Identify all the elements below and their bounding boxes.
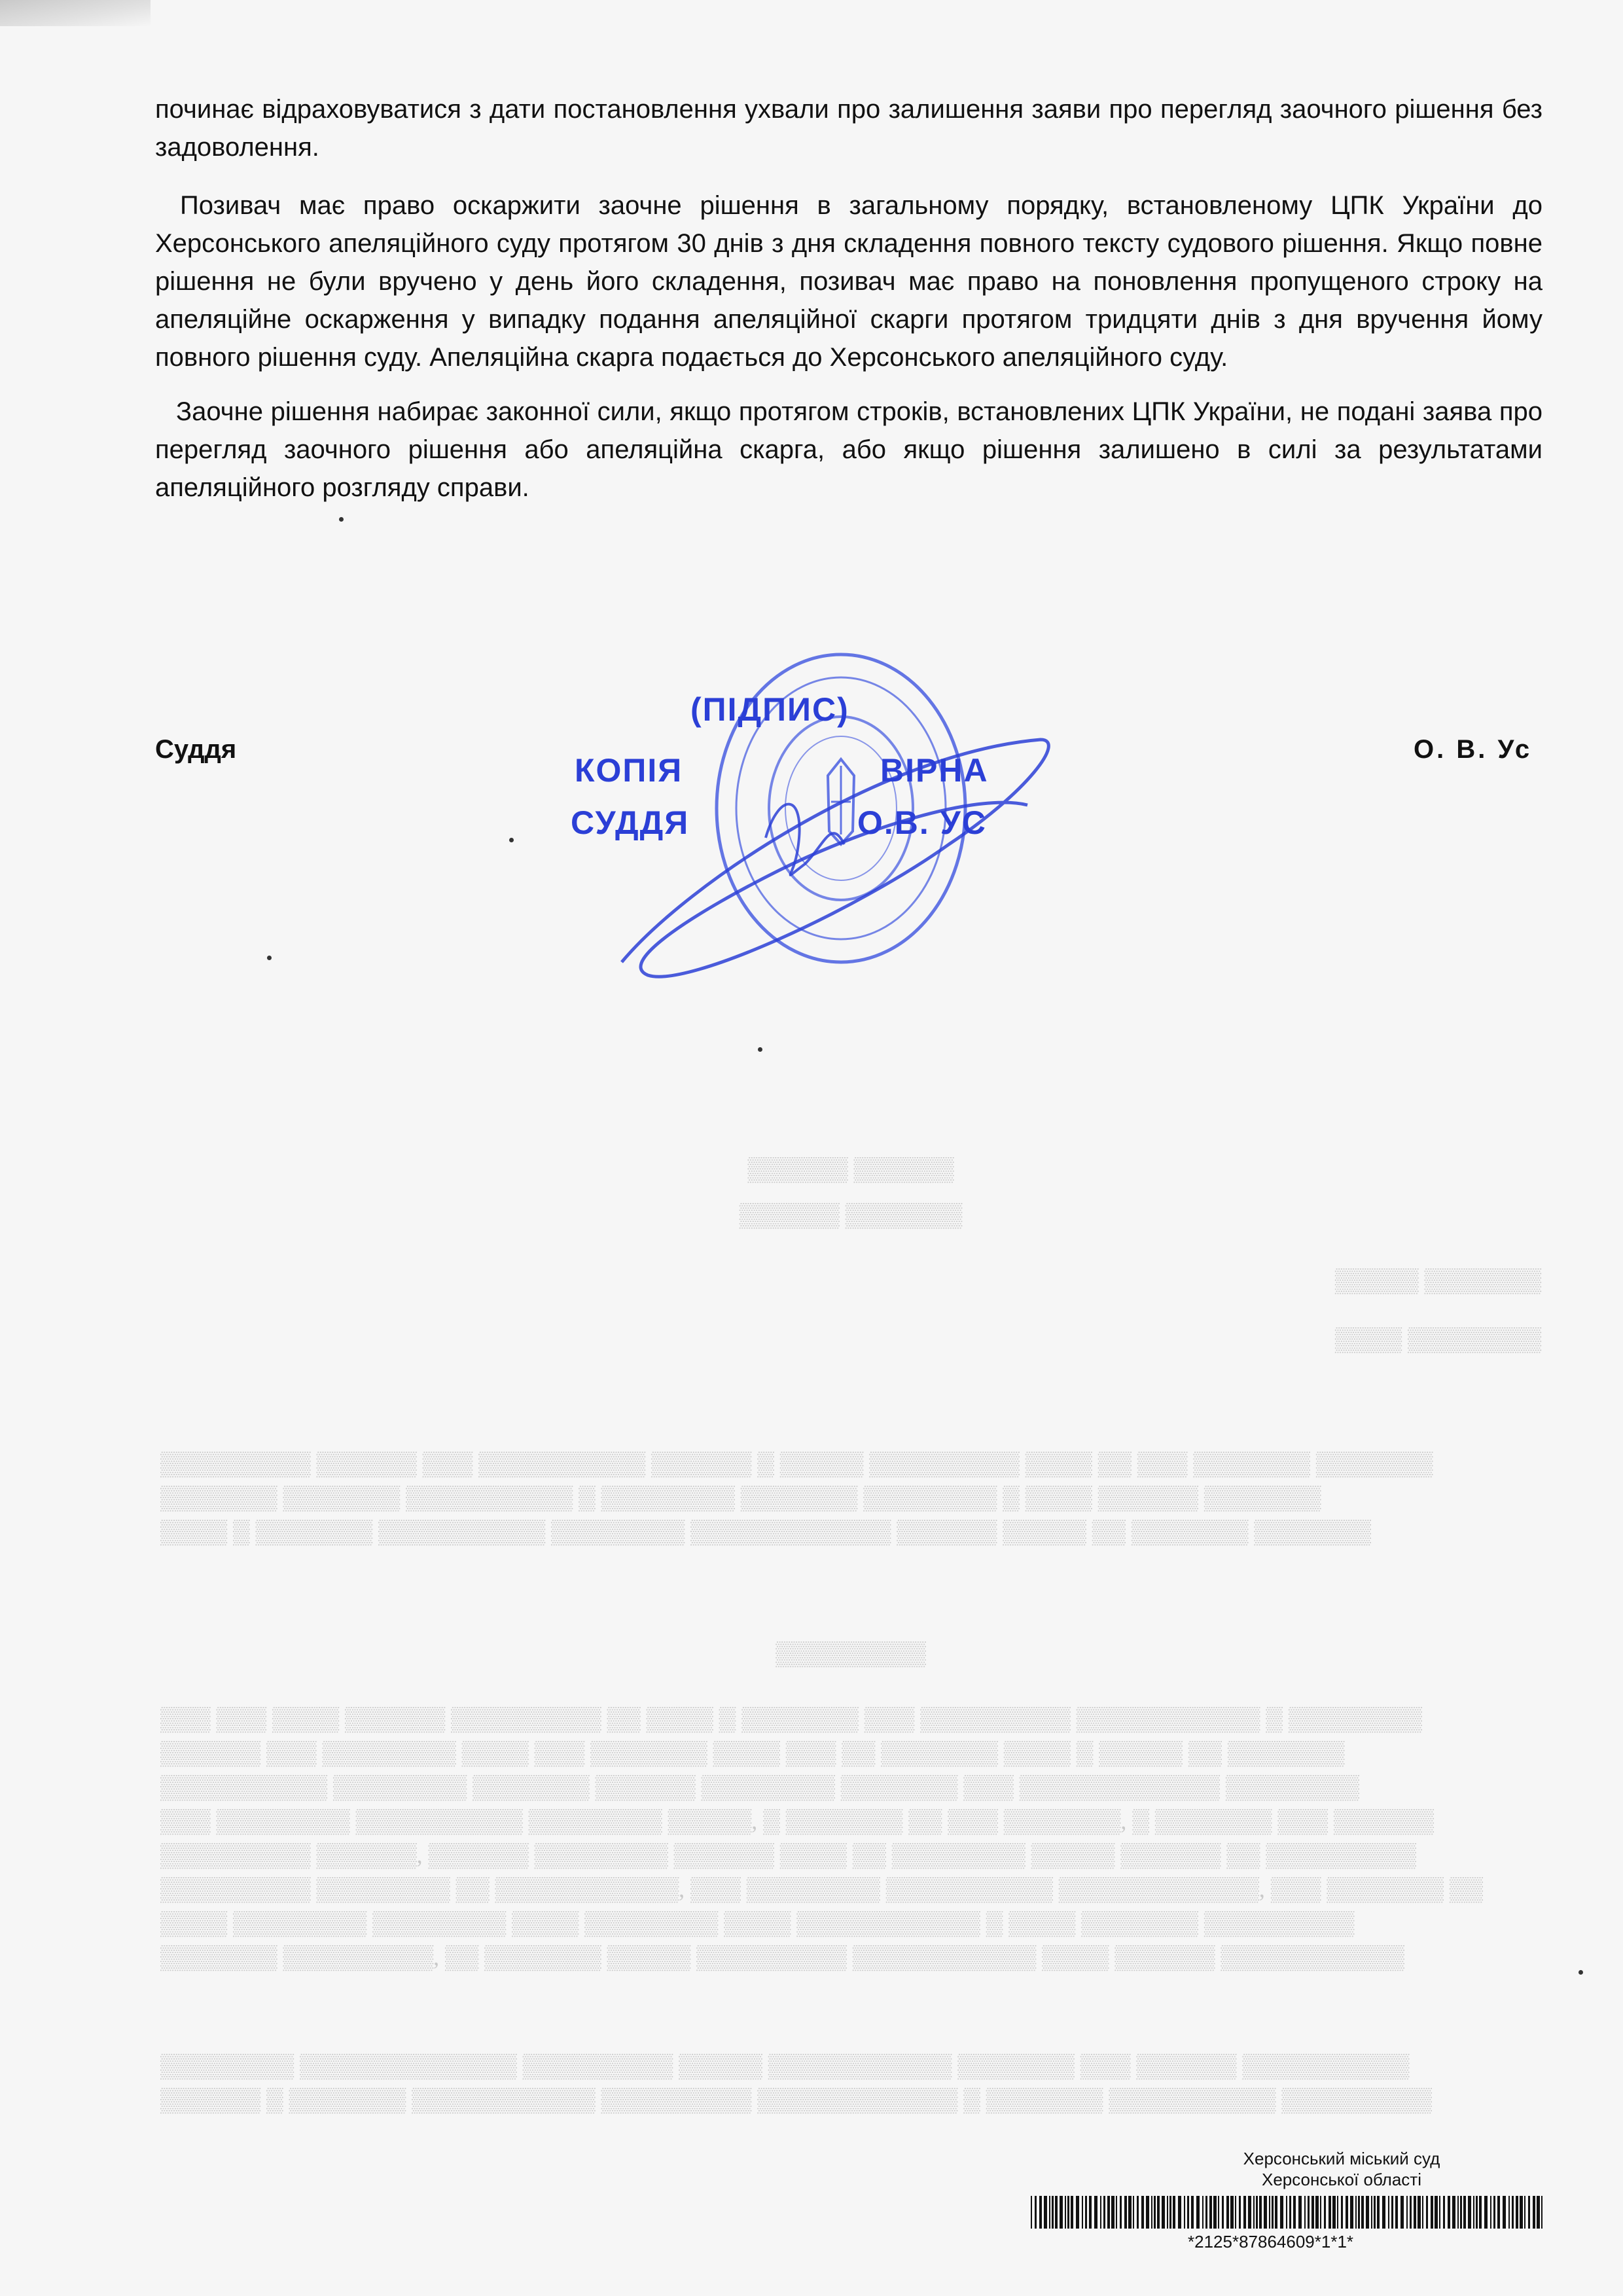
barcode-bar bbox=[1490, 2196, 1491, 2229]
barcode-bar bbox=[1065, 2196, 1066, 2229]
scan-speck bbox=[267, 956, 272, 960]
barcode-bar bbox=[1358, 2196, 1360, 2229]
barcode-bar bbox=[1524, 2196, 1525, 2229]
barcode-bar bbox=[1157, 2196, 1160, 2229]
barcode-bar bbox=[1463, 2196, 1466, 2229]
barcode-bar bbox=[1243, 2196, 1246, 2229]
barcode-bar bbox=[1248, 2196, 1251, 2229]
barcode-bar bbox=[1332, 2196, 1336, 2229]
footer-court-name bbox=[1178, 2148, 1505, 2190]
scan-speck bbox=[339, 517, 344, 522]
barcode-bar bbox=[1256, 2196, 1258, 2229]
barcode-bar bbox=[1230, 2196, 1234, 2229]
barcode-bar bbox=[1269, 2196, 1270, 2229]
barcode-bar bbox=[1479, 2196, 1482, 2229]
barcode-bar bbox=[1146, 2196, 1149, 2229]
scan-speck bbox=[758, 1047, 762, 1052]
barcode-bar bbox=[1264, 2196, 1267, 2229]
barcode-bar bbox=[1286, 2196, 1287, 2229]
barcode-bar bbox=[1410, 2196, 1412, 2229]
barcode-bar bbox=[1388, 2196, 1389, 2229]
barcode-bar bbox=[1400, 2196, 1404, 2229]
barcode-bar bbox=[1329, 2196, 1331, 2229]
paragraph-appeal-right: Позивач має право оскаржити заочне рішення в загальному порядку, встановленому ЦПК України до Херсонського апеляційного суду протягом 30 днів з дня складення повного тексту судового рішення. Якщо повне рішення не були вручено у день його складення, позивач має право на поновлення пропущеного строку на апеляційне оскарження у випадку подання апеляційної скарги протягом тридцяти днів з дня вручення йому повного рішення суду. Апеляційна скарга подається до Херсонського апеляційного суду. bbox=[155, 191, 1543, 372]
barcode-bar bbox=[1187, 2196, 1189, 2229]
barcode-bar bbox=[1503, 2196, 1506, 2229]
barcode-bar bbox=[1377, 2196, 1380, 2229]
barcode-bar bbox=[1209, 2196, 1212, 2229]
barcode-bar bbox=[1103, 2196, 1105, 2229]
barcode-bar bbox=[1528, 2196, 1530, 2229]
barcode-bar bbox=[1124, 2196, 1127, 2229]
barcode-bar bbox=[1067, 2196, 1069, 2229]
stamp-judge-name: О.В. УС bbox=[857, 804, 987, 841]
barcode-bar bbox=[1169, 2196, 1171, 2229]
barcode-bar bbox=[1391, 2196, 1393, 2229]
barcode-bar bbox=[1202, 2196, 1204, 2229]
barcode-bar bbox=[1337, 2196, 1338, 2229]
barcode-bar bbox=[1304, 2196, 1306, 2229]
scan-speck bbox=[1578, 1970, 1583, 1975]
barcode-bar bbox=[1226, 2196, 1229, 2229]
barcode-bar bbox=[1520, 2196, 1523, 2229]
barcode-bar bbox=[1516, 2196, 1518, 2229]
barcode-bar bbox=[1071, 2196, 1073, 2229]
barcode-bar bbox=[1272, 2196, 1274, 2229]
barcode-bar bbox=[1141, 2196, 1144, 2229]
barcode-bar bbox=[1435, 2196, 1438, 2229]
barcode-bar bbox=[1082, 2196, 1083, 2229]
barcode-bar bbox=[1439, 2196, 1440, 2229]
barcode-bar bbox=[1374, 2196, 1376, 2229]
barcode-bar bbox=[1431, 2196, 1433, 2229]
barcode-bar bbox=[1031, 2196, 1032, 2229]
barcode-bar bbox=[1414, 2196, 1416, 2229]
barcode-bar bbox=[1493, 2196, 1495, 2229]
barcode-bar bbox=[1533, 2196, 1535, 2229]
stamp-copy-word: КОПІЯ bbox=[575, 752, 683, 789]
barcode-bar bbox=[1537, 2196, 1540, 2229]
barcode-bar bbox=[1355, 2196, 1357, 2229]
barcode-bar bbox=[1275, 2196, 1277, 2229]
barcode-bar bbox=[1049, 2196, 1050, 2229]
stamp-true-word: ВІРНА bbox=[880, 752, 989, 789]
barcode-bar bbox=[1035, 2196, 1037, 2229]
barcode-bar bbox=[1162, 2196, 1165, 2229]
barcode-bar bbox=[1484, 2196, 1488, 2229]
paragraph-appeal-period: починає відраховуватися з дати постановлення ухвали про залишення заяви про перегляд заочного рішення без задоволення. bbox=[155, 95, 1543, 162]
barcode-bar bbox=[1094, 2196, 1097, 2229]
barcode-bar bbox=[1324, 2196, 1326, 2229]
barcode-bar bbox=[1151, 2196, 1152, 2229]
barcode-bar bbox=[1213, 2196, 1217, 2229]
barcode-bar bbox=[1222, 2196, 1224, 2229]
barcode-bar bbox=[1418, 2196, 1421, 2229]
barcode-bar bbox=[1133, 2196, 1134, 2229]
barcode-bar bbox=[1443, 2196, 1445, 2229]
barcode-bar bbox=[1218, 2196, 1219, 2229]
barcode-bar bbox=[1120, 2196, 1122, 2229]
barcode-bar bbox=[1116, 2196, 1117, 2229]
barcode-bar bbox=[1239, 2196, 1241, 2229]
barcode-bar bbox=[1395, 2196, 1398, 2229]
stamp-signature-mark: (ПІДПИС) bbox=[690, 691, 849, 728]
barcode-bar bbox=[1173, 2196, 1175, 2229]
barcode-bar bbox=[1476, 2196, 1478, 2229]
barcode-bar bbox=[1184, 2196, 1185, 2229]
barcode-bar bbox=[1346, 2196, 1348, 2229]
barcode-bar bbox=[1293, 2196, 1296, 2229]
barcode-number: *2125*87864609*1*1* bbox=[1188, 2232, 1354, 2251]
barcode-bar bbox=[1052, 2196, 1054, 2229]
barcode-bar bbox=[1508, 2196, 1510, 2229]
paragraph-legal-force: Заочне рішення набирає законної сили, якщо протягом строків, встановлених ЦПК України, не подані заява про перегляд заочного рішення або апеляційна скарга, або якщо рішення залишено в силі за результатами апеляційного розгляду справи. bbox=[155, 397, 1543, 502]
barcode-bar bbox=[1085, 2196, 1087, 2229]
barcode-bar bbox=[1076, 2196, 1079, 2229]
barcode-bar bbox=[1366, 2196, 1369, 2229]
barcode-bar bbox=[1320, 2196, 1321, 2229]
barcode-bar bbox=[1468, 2196, 1471, 2229]
barcode-bar bbox=[1308, 2196, 1310, 2229]
barcode-bar bbox=[1512, 2196, 1514, 2229]
barcode-bar bbox=[1128, 2196, 1132, 2229]
barcode-bar bbox=[1039, 2196, 1042, 2229]
barcode-bar bbox=[1191, 2196, 1194, 2229]
barcode-bar bbox=[1205, 2196, 1207, 2229]
barcode-bar bbox=[1253, 2196, 1255, 2229]
barcode-icon bbox=[1031, 2196, 1548, 2229]
barcode-bar bbox=[1289, 2196, 1291, 2229]
barcode-bar bbox=[1111, 2196, 1115, 2229]
barcode-bar bbox=[1361, 2196, 1364, 2229]
barcode-bar bbox=[1448, 2196, 1450, 2229]
barcode-bar bbox=[1089, 2196, 1092, 2229]
barcode-bar bbox=[1298, 2196, 1302, 2229]
footer-court-line: Херсонської області bbox=[1262, 2170, 1421, 2189]
barcode-bar bbox=[1422, 2196, 1423, 2229]
barcode-bar bbox=[1457, 2196, 1459, 2229]
barcode-bar bbox=[1460, 2196, 1462, 2229]
barcode-bar bbox=[1406, 2196, 1408, 2229]
barcode-bar bbox=[1350, 2196, 1353, 2229]
barcode-bar bbox=[1497, 2196, 1500, 2229]
barcode-bar bbox=[1154, 2196, 1156, 2229]
barcode-bar bbox=[1167, 2196, 1168, 2229]
barcode-bar bbox=[1452, 2196, 1455, 2229]
barcode-bar bbox=[1060, 2196, 1063, 2229]
barcode-bar bbox=[1196, 2196, 1200, 2229]
barcode-bar bbox=[1107, 2196, 1110, 2229]
barcode-bar bbox=[1315, 2196, 1319, 2229]
barcode-bar bbox=[1044, 2196, 1047, 2229]
barcode-bar bbox=[1473, 2196, 1474, 2229]
barcode-bar bbox=[1382, 2196, 1385, 2229]
barcode-bar bbox=[1259, 2196, 1262, 2229]
folded-corner bbox=[0, 0, 151, 26]
barcode-bar bbox=[1371, 2196, 1372, 2229]
footer-court-line: Херсонський міський суд bbox=[1243, 2149, 1440, 2168]
judge-label: Суддя bbox=[155, 735, 237, 764]
barcode-bar bbox=[1100, 2196, 1101, 2229]
barcode-bar bbox=[1137, 2196, 1139, 2229]
barcode-bar bbox=[1311, 2196, 1314, 2229]
judge-name: О. В. Ус bbox=[1414, 735, 1533, 764]
barcode-bar bbox=[1178, 2196, 1181, 2229]
barcode-bar bbox=[1341, 2196, 1343, 2229]
barcode-bar bbox=[1235, 2196, 1236, 2229]
stamp-judge-word: СУДДЯ bbox=[571, 804, 690, 841]
barcode-bar bbox=[1280, 2196, 1283, 2229]
barcode-bar bbox=[1541, 2196, 1543, 2229]
barcode-bar bbox=[1055, 2196, 1058, 2229]
barcode-bar bbox=[1426, 2196, 1428, 2229]
scan-speck bbox=[509, 838, 514, 842]
page: ▒▒▒▒▒▒ ▒▒▒▒▒▒ ▒▒▒▒▒▒ ▒▒▒▒▒▒▒ ▒▒▒▒▒ ▒▒▒▒▒▒▒ ▒▒▒▒ ▒▒▒▒▒▒▒▒ ▒▒▒▒▒▒▒▒▒ ▒▒▒▒▒▒ ▒▒▒ ▒▒▒▒▒▒▒▒▒▒ ▒▒▒▒▒▒ ▒ ▒▒▒▒▒ ▒▒▒▒▒▒▒▒▒ ▒▒▒▒ ▒▒ ▒▒▒ ▒▒▒▒▒▒▒ ▒▒▒▒▒▒▒ ▒▒▒▒▒▒▒ ▒▒▒▒▒▒▒ ▒▒▒▒▒▒▒▒▒▒ ▒ ▒▒▒▒▒▒▒▒ ▒▒▒▒▒▒▒ ▒▒▒▒▒▒▒▒ ▒ ▒▒▒▒ ▒▒▒▒▒▒ ▒▒▒▒▒▒▒ ▒▒▒▒ ▒ ▒▒▒▒▒▒▒ ▒▒▒▒▒▒▒▒▒▒ ▒▒▒▒▒▒▒▒ ▒▒▒▒▒▒▒▒▒▒▒▒ ▒▒▒▒▒▒ ▒▒▒▒▒ ▒▒ ▒▒▒▒▒▒▒ ▒▒▒▒▒▒▒ ▒▒▒▒▒▒▒▒▒ ▒▒▒ ▒▒▒ ▒▒▒▒ ▒▒▒▒▒▒ ▒▒▒▒▒▒▒▒▒ ▒▒ ▒▒▒▒ ▒ ▒▒▒▒▒▒▒ ▒▒▒ ▒▒▒▒▒▒▒▒▒ ▒▒▒▒▒▒▒▒▒▒▒ ▒ ▒▒▒▒▒▒▒▒ ▒▒▒▒▒▒ ▒▒▒ ▒▒▒▒▒▒▒▒ ▒▒▒▒ ▒▒▒ ▒▒▒▒▒▒▒ ▒▒▒▒ ▒▒▒ ▒▒ ▒▒▒▒▒▒▒ ▒▒▒▒ ▒ ▒▒▒▒▒ ▒▒ ▒▒▒▒▒▒▒ ▒▒▒▒▒▒▒▒▒▒ ▒▒▒▒▒▒▒▒ ▒▒▒▒▒▒▒ ▒▒▒▒▒▒ ▒▒▒▒▒▒▒▒ ▒▒▒▒▒▒▒ ▒▒▒ ▒▒▒▒▒▒▒▒▒▒▒▒ ▒▒▒▒▒▒▒▒ ▒▒▒ ▒▒▒▒▒▒▒▒ ▒▒▒▒▒▒▒▒▒▒ ▒▒▒▒▒▒▒▒ ▒▒▒▒▒, ▒ ▒▒▒▒▒▒▒ ▒▒ ▒▒▒ ▒▒▒▒▒▒▒, ▒ ▒▒▒▒▒▒▒ ▒▒▒ ▒▒▒▒▒▒ ▒▒▒▒▒▒▒▒▒ ▒▒▒▒▒▒, ▒▒▒▒▒▒ ▒▒▒▒▒▒▒▒ ▒▒▒▒▒▒ ▒▒▒▒ ▒▒ ▒▒▒▒▒▒▒▒ ▒▒▒▒▒ ▒▒▒▒▒▒ ▒▒ ▒▒▒▒▒▒▒▒▒ ▒▒▒▒▒▒▒▒▒ ▒▒▒▒▒▒▒▒ ▒▒ ▒▒▒▒▒▒▒▒▒▒▒, ▒▒▒ ▒▒▒▒▒▒▒▒ ▒▒▒▒▒▒▒▒▒▒ ▒▒▒▒▒▒▒▒▒▒▒▒, ▒▒▒ ▒▒▒▒▒▒▒ ▒▒ ▒▒▒▒ ▒▒▒▒▒▒▒▒ ▒▒▒▒▒▒▒▒ ▒▒▒▒ ▒▒▒▒▒▒▒▒ ▒▒▒▒ ▒▒▒▒▒▒▒▒▒▒▒ ▒ ▒▒▒▒ ▒▒▒▒▒▒▒ ▒▒▒▒▒▒▒▒▒ ▒▒▒▒▒▒▒ ▒▒▒▒▒▒▒▒▒, ▒▒ ▒▒▒▒▒▒▒ ▒▒▒▒▒ ▒▒▒▒▒▒▒▒▒ ▒▒▒▒▒▒▒▒▒▒▒ ▒▒▒▒ ▒▒▒▒▒▒ ▒▒▒▒▒▒▒▒▒▒▒ ▒▒▒▒▒▒▒▒ ▒▒▒▒▒▒▒▒▒▒▒▒▒ ▒▒▒▒▒▒▒▒▒ ▒▒▒▒▒ ▒▒▒▒▒▒▒▒▒▒▒ ▒▒▒▒▒▒▒ ▒▒▒ ▒▒▒▒▒▒ ▒▒▒▒▒▒▒▒▒▒ ▒▒▒▒▒▒ ▒ ▒▒▒▒▒▒▒ ▒▒▒▒▒▒▒▒▒▒▒ ▒▒▒▒▒▒▒▒▒ ▒▒▒▒▒▒▒▒▒▒▒▒ ▒ ▒▒▒▒▒▒▒ ▒▒▒▒▒▒▒▒▒▒ ▒▒▒▒▒▒▒▒▒ починає відраховуватися з дати постановлення ухвали про залишення заяви про перегляд заочного рішення без задоволення. Позивач має право оскаржити заочне рішення в загальному порядку, встановленому ЦПК України до Херсонського апеляційного суду протягом 30 днів з дня складення повного тексту судового рішення. Якщо повне рішення не були вручено у день його складення, позивач має право на поновлення пропущеного строку на апеляційне оскарження у випадку подання апеляційної скарги протягом тридцяти днів з дня вручення йому повного рішення суду. Апеляційна скарга подається до Херсонського апеляційного суду. Заочне рішення набирає законної сили, якщо протягом строків, встановлених ЦПК України, не подані заява про перегляд заочного рішення або апеляційна скарга, або якщо рішення залишено в силі за результатами апеляційного розгляду справи. Суддя О. В. Ус (ПІДПИС) КОПІЯ ВІРНА СУДДЯ О.В. УС Херсонський міський суд Херсонської області *2125*87864609*1*1* bbox=[0, 0, 1623, 2296]
